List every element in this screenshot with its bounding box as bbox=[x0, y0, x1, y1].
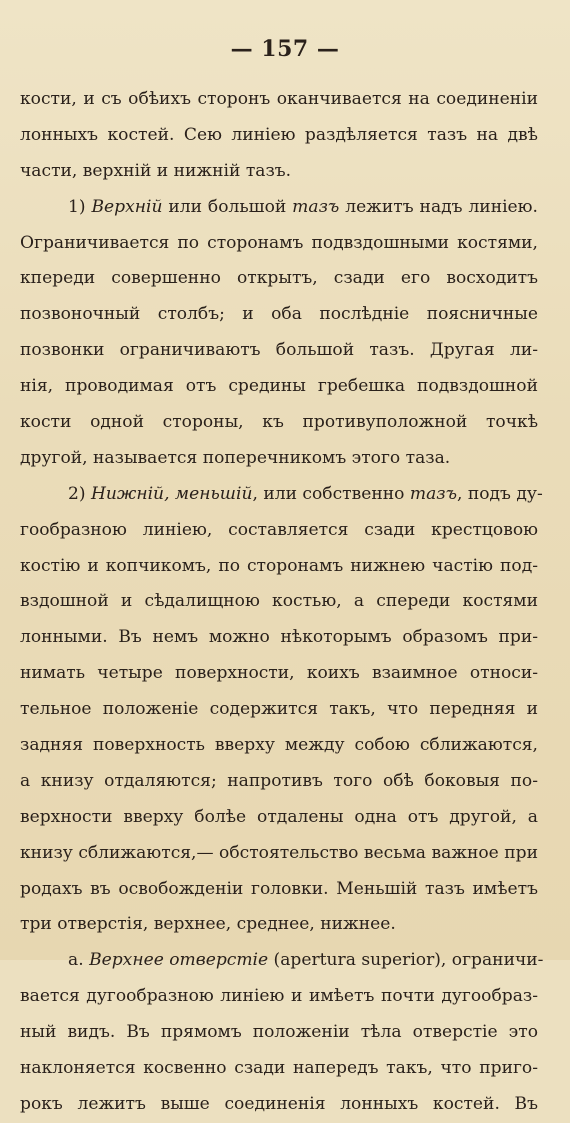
text-segment: лонныхъ костей. Сею линіею раздѣляется тазъ на двѣ bbox=[20, 124, 538, 145]
text-line bbox=[20, 907, 538, 943]
text-line bbox=[20, 728, 538, 764]
text-segment: 1) bbox=[68, 196, 92, 217]
text-line bbox=[20, 584, 538, 620]
text-line bbox=[20, 226, 538, 262]
text-segment: 2) bbox=[68, 483, 91, 504]
text-line bbox=[20, 836, 538, 872]
text-segment: лежитъ надъ линіею. bbox=[339, 196, 538, 217]
text-line bbox=[20, 1051, 538, 1087]
text-segment: тельное положеніе содержится такъ, что передняя и bbox=[20, 699, 538, 720]
text-line bbox=[20, 1015, 538, 1051]
text-segment: (apertura superior), ограничи- bbox=[268, 950, 544, 971]
text-line bbox=[20, 154, 538, 190]
text-segment: костію и копчикомъ, по сторонамъ нижнею частію под- bbox=[20, 555, 538, 576]
text-segment: лонными. Въ немъ можно нѣкоторымъ образомъ при- bbox=[20, 627, 538, 648]
text-line bbox=[20, 190, 538, 226]
italic-term: Верхнее отверстіе bbox=[89, 950, 269, 971]
text-line bbox=[20, 297, 538, 333]
text-line bbox=[20, 441, 538, 477]
text-segment: части, верхній и нижній тазъ. bbox=[20, 160, 292, 181]
italic-term: Нижній, меньшій bbox=[90, 483, 253, 504]
page-number: — 157 — bbox=[230, 36, 340, 62]
text-segment: верхности вверху болѣе отдалены одна отъ другой, а bbox=[20, 806, 538, 827]
text-segment: или большой bbox=[162, 196, 293, 217]
text-segment: вается дугообразною линіею и имѣетъ почти дугообраз- bbox=[20, 986, 538, 1007]
text-segment: задняя поверхность вверху между собою сближаются, bbox=[20, 735, 538, 756]
text-segment: гообразною линіею, составляется сзади крестцовою bbox=[20, 519, 538, 540]
text-line bbox=[20, 1087, 538, 1123]
body-text bbox=[20, 82, 544, 1123]
text-segment: , подъ ду- bbox=[456, 483, 543, 504]
text-line bbox=[20, 800, 538, 836]
text-line bbox=[20, 477, 543, 513]
text-segment: кости, и съ обѣихъ сторонъ оканчивается на соединеніи bbox=[20, 89, 538, 109]
text-line bbox=[20, 764, 538, 800]
text-segment: родахъ въ освобожденіи головки. Меньшій тазъ имѣетъ bbox=[20, 878, 538, 899]
text-segment: а книзу отдаляются; напротивъ того обѣ боковыя по- bbox=[20, 770, 538, 791]
text-segment: наклоняется косвенно сзади напередъ такъ, что приго- bbox=[20, 1058, 538, 1079]
text-line bbox=[20, 549, 538, 585]
text-line bbox=[20, 656, 538, 692]
text-line bbox=[20, 979, 538, 1015]
text-segment: нія, проводимая отъ средины гребешка подвздошной bbox=[20, 376, 538, 397]
text-segment: позвоночный столбъ; и оба послѣдніе поясничные bbox=[20, 304, 538, 325]
text-line bbox=[20, 943, 544, 979]
text-line bbox=[20, 261, 538, 297]
text-line bbox=[20, 82, 538, 118]
text-segment: нимать четыре поверхности, коихъ взаимное относи- bbox=[20, 663, 538, 684]
text-segment: другой, называется поперечникомъ этого таза. bbox=[20, 447, 451, 468]
text-segment: ный видъ. Въ прямомъ положеніи тѣла отверстіе это bbox=[20, 1022, 538, 1043]
text-segment: вздошной и сѣдалищною костью, а спереди костями bbox=[20, 591, 538, 612]
text-segment: Ограничивается по сторонамъ подвздошными костями, bbox=[20, 232, 538, 253]
text-line bbox=[20, 369, 538, 405]
text-line bbox=[20, 333, 538, 369]
text-line bbox=[20, 405, 538, 441]
italic-term: Верхній bbox=[91, 196, 163, 217]
text-line bbox=[20, 872, 538, 908]
text-segment: книзу сближаются,— обстоятельство весьма важное при bbox=[20, 842, 538, 863]
text-segment: кости одной стороны, къ противуположной точкѣ bbox=[20, 412, 538, 433]
text-segment: кпереди совершенно открытъ, сзади его восходитъ bbox=[20, 268, 538, 289]
italic-term: тазъ bbox=[292, 196, 340, 217]
text-segment: а. bbox=[68, 950, 90, 971]
text-segment: три отверстія, верхнее, среднее, нижнее. bbox=[20, 914, 396, 935]
text-line bbox=[20, 692, 538, 728]
italic-term: тазъ bbox=[409, 483, 457, 504]
text-segment: позвонки ограничиваютъ большой тазъ. Другая ли- bbox=[20, 340, 538, 361]
text-line bbox=[20, 620, 538, 656]
text-segment: , или собственно bbox=[252, 483, 410, 504]
text-line bbox=[20, 118, 538, 154]
text-segment: рокъ лежитъ выше соединенія лонныхъ костей. Въ bbox=[20, 1093, 538, 1114]
text-line bbox=[20, 513, 538, 549]
